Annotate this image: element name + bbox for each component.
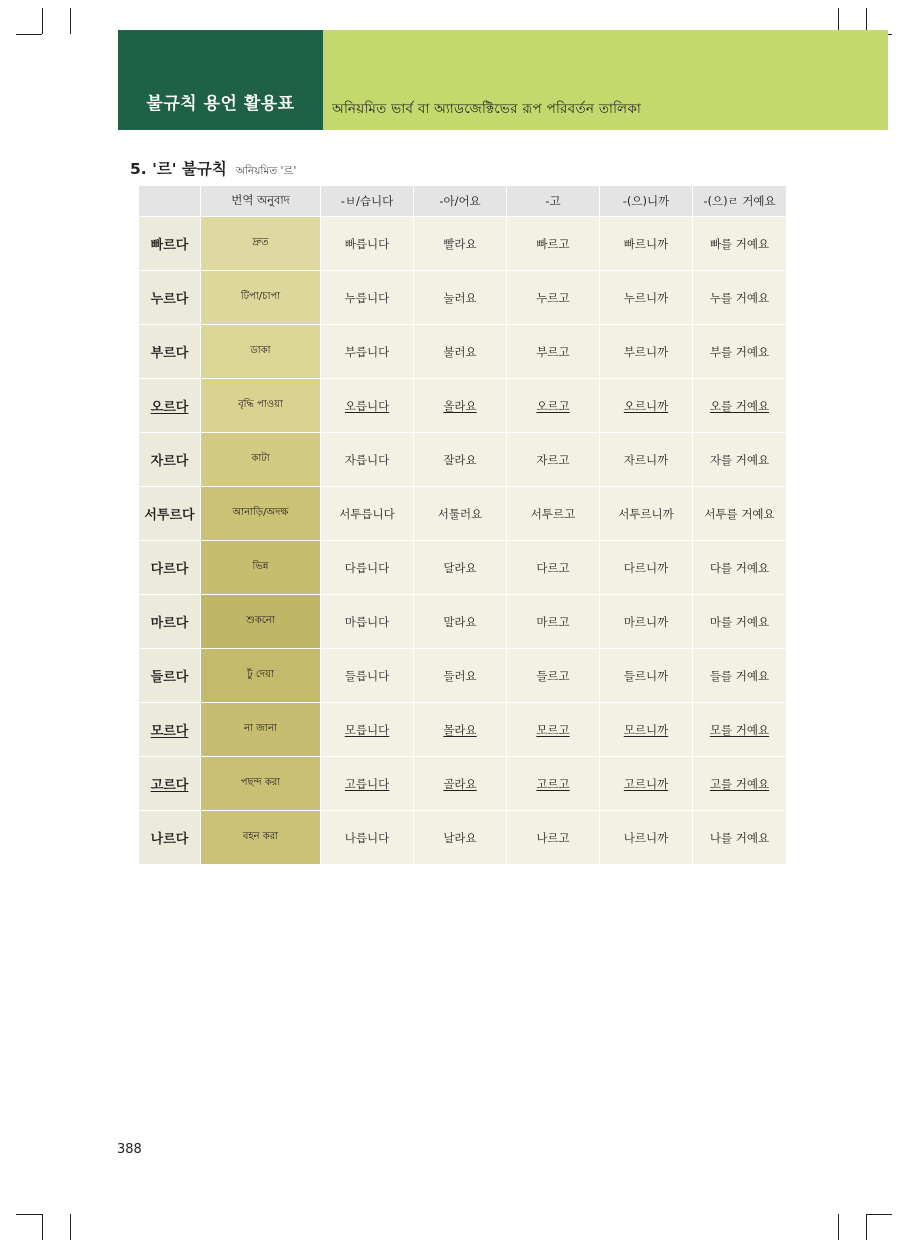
table-cell-conjugated-form: 빨라요 [414, 217, 507, 271]
table-cell-conjugated-form: 날라요 [414, 811, 507, 865]
table-cell-conjugated-form: 들러요 [414, 649, 507, 703]
table-cell-conjugated-form: 잘라요 [414, 433, 507, 487]
table-cell-conjugated-form: 부르고 [507, 325, 600, 379]
table-cell-translation: শুকনো [201, 595, 321, 649]
table-cell-conjugated-form: 다릅니다 [321, 541, 414, 595]
table-cell-base-form: 모르다 [139, 703, 201, 757]
table-cell-base-form: 서투르다 [139, 487, 201, 541]
table-cell-translation: ভিন্ন [201, 541, 321, 595]
table-cell-conjugated-form: 다르니까 [600, 541, 693, 595]
table-row [139, 595, 787, 649]
table-cell-conjugated-form: 눌러요 [414, 271, 507, 325]
table-cell-conjugated-form: 나를 거예요 [693, 811, 787, 865]
table-cell-base-form: 부르다 [139, 325, 201, 379]
header-title: 불규칙 용언 활용표 [146, 94, 295, 114]
table-cell-conjugated-form: 말라요 [414, 595, 507, 649]
crop-mark-bottom-left2-v [70, 1214, 71, 1240]
table-cell-conjugated-form: 서투를 거예요 [693, 487, 787, 541]
table-cell-conjugated-form: 불러요 [414, 325, 507, 379]
table-cell-conjugated-form: 마릅니다 [321, 595, 414, 649]
table-cell-conjugated-form: 빠르고 [507, 217, 600, 271]
table-cell-translation: আনাড়ি/অদক্ষ [201, 487, 321, 541]
table-cell-conjugated-form: 들를 거예요 [693, 649, 787, 703]
section-number: 5. '르' 불규칙 [130, 160, 227, 178]
crop-mark-bottom-right-v [866, 1214, 867, 1240]
table-row [139, 379, 787, 433]
table-cell-conjugated-form: 들릅니다 [321, 649, 414, 703]
table-cell-conjugated-form: 마르니까 [600, 595, 693, 649]
table-row [139, 271, 787, 325]
table-header-cell-0 [139, 186, 201, 217]
table-cell-conjugated-form: 서투르고 [507, 487, 600, 541]
crop-mark-top-left-v [42, 8, 43, 34]
table-cell-conjugated-form: 고를 거예요 [693, 757, 787, 811]
table-cell-base-form: 자르다 [139, 433, 201, 487]
table-cell-conjugated-form: 자르니까 [600, 433, 693, 487]
crop-mark-top-left-h [16, 34, 42, 35]
table-cell-conjugated-form: 누르니까 [600, 271, 693, 325]
table-cell-conjugated-form: 다를 거예요 [693, 541, 787, 595]
table-row [139, 757, 787, 811]
table-cell-conjugated-form: 몰라요 [414, 703, 507, 757]
table-cell-conjugated-form: 나르고 [507, 811, 600, 865]
table-body [139, 217, 787, 865]
table-cell-conjugated-form: 오릅니다 [321, 379, 414, 433]
table-row [139, 217, 787, 271]
section-heading [130, 157, 296, 181]
table-header-row [139, 186, 787, 217]
crop-mark-bottom-left-v [42, 1214, 43, 1240]
conjugation-table-wrapper [138, 185, 786, 865]
table-cell-conjugated-form: 모를 거예요 [693, 703, 787, 757]
crop-mark-bottom-right-h [866, 1214, 892, 1215]
table-cell-conjugated-form: 나르니까 [600, 811, 693, 865]
table-cell-conjugated-form: 들르니까 [600, 649, 693, 703]
table-cell-conjugated-form: 부릅니다 [321, 325, 414, 379]
table-cell-conjugated-form: 자르고 [507, 433, 600, 487]
table-cell-conjugated-form: 누르고 [507, 271, 600, 325]
table-cell-conjugated-form: 누릅니다 [321, 271, 414, 325]
table-cell-conjugated-form: 서툴러요 [414, 487, 507, 541]
table-cell-base-form: 오르다 [139, 379, 201, 433]
table-cell-conjugated-form: 올라요 [414, 379, 507, 433]
table-cell-conjugated-form: 다르고 [507, 541, 600, 595]
section-subtitle: অনিয়মিত '르' [235, 165, 297, 177]
table-header-cell-3: -아/어요 [414, 186, 507, 217]
table-cell-translation: ডাকা [201, 325, 321, 379]
table-cell-conjugated-form: 들르고 [507, 649, 600, 703]
table-cell-translation: না জানা [201, 703, 321, 757]
table-row [139, 649, 787, 703]
table-row [139, 541, 787, 595]
table-row [139, 487, 787, 541]
table-cell-conjugated-form: 모릅니다 [321, 703, 414, 757]
table-header-cell-6: -(으)ㄹ 거예요 [693, 186, 787, 217]
table-row [139, 433, 787, 487]
header-subtitle: অনিয়মিত ভার্ব বা অ্যাডজেক্টিভের রূপ পরিবর্তন তালিকা [332, 101, 642, 117]
table-cell-translation: কাটা [201, 433, 321, 487]
conjugation-table [138, 185, 787, 865]
table-cell-base-form: 다르다 [139, 541, 201, 595]
table-cell-conjugated-form: 골라요 [414, 757, 507, 811]
table-header-cell-2: -ㅂ/습니다 [321, 186, 414, 217]
table-cell-base-form: 들르다 [139, 649, 201, 703]
table-cell-conjugated-form: 빠를 거예요 [693, 217, 787, 271]
table-cell-conjugated-form: 고르고 [507, 757, 600, 811]
table-cell-conjugated-form: 고릅니다 [321, 757, 414, 811]
page-number: 388 [117, 1142, 142, 1157]
table-cell-conjugated-form: 자릅니다 [321, 433, 414, 487]
table-cell-translation: টিপা/চাপা [201, 271, 321, 325]
table-cell-conjugated-form: 모르니까 [600, 703, 693, 757]
table-cell-conjugated-form: 마르고 [507, 595, 600, 649]
table-cell-conjugated-form: 빠릅니다 [321, 217, 414, 271]
table-cell-translation: দ্রুত [201, 217, 321, 271]
table-cell-conjugated-form: 부를 거예요 [693, 325, 787, 379]
table-cell-conjugated-form: 부르니까 [600, 325, 693, 379]
table-cell-conjugated-form: 고르니까 [600, 757, 693, 811]
table-cell-conjugated-form: 달라요 [414, 541, 507, 595]
table-cell-conjugated-form: 마를 거예요 [693, 595, 787, 649]
header-title-tab [118, 30, 323, 130]
table-cell-conjugated-form: 오를 거예요 [693, 379, 787, 433]
table-cell-conjugated-form: 자를 거예요 [693, 433, 787, 487]
crop-mark-bottom-right2-v [838, 1214, 839, 1240]
table-cell-conjugated-form: 나릅니다 [321, 811, 414, 865]
table-cell-base-form: 마르다 [139, 595, 201, 649]
table-header-cell-5: -(으)니까 [600, 186, 693, 217]
table-cell-conjugated-form: 서투릅니다 [321, 487, 414, 541]
table-cell-translation: পছন্দ করা [201, 757, 321, 811]
table-cell-conjugated-form: 누를 거예요 [693, 271, 787, 325]
crop-mark-bottom-left-h [16, 1214, 42, 1215]
table-row [139, 811, 787, 865]
table-cell-conjugated-form: 서투르니까 [600, 487, 693, 541]
table-cell-conjugated-form: 빠르니까 [600, 217, 693, 271]
table-cell-translation: বৃদ্ধি পাওয়া [201, 379, 321, 433]
crop-mark-top-left2-v [70, 8, 71, 34]
table-header-cell-4: -고 [507, 186, 600, 217]
table-header-cell-1: 번역 অনুবাদ [201, 186, 321, 217]
table-cell-base-form: 나르다 [139, 811, 201, 865]
table-cell-base-form: 빠르다 [139, 217, 201, 271]
table-row [139, 703, 787, 757]
table-cell-base-form: 누르다 [139, 271, 201, 325]
table-row [139, 325, 787, 379]
table-cell-conjugated-form: 오르고 [507, 379, 600, 433]
table-cell-conjugated-form: 모르고 [507, 703, 600, 757]
table-cell-conjugated-form: 오르니까 [600, 379, 693, 433]
table-cell-base-form: 고르다 [139, 757, 201, 811]
table-cell-translation: বহন করা [201, 811, 321, 865]
table-cell-translation: ঢুঁ দেয়া [201, 649, 321, 703]
